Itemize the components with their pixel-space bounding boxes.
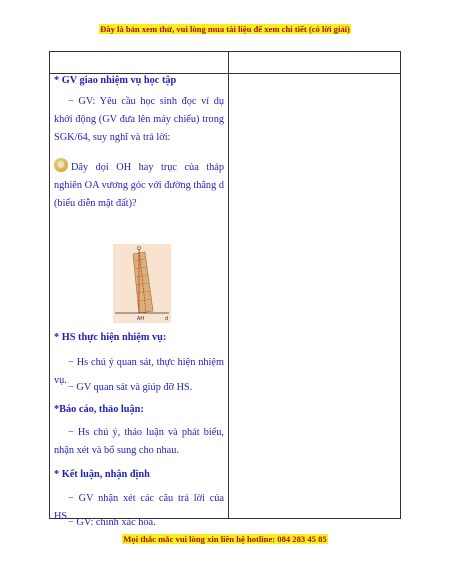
section-title-students: * HS thực hiện nhiệm vụ: xyxy=(54,332,167,343)
table-column-divider xyxy=(228,52,229,518)
question-text: Dây dọi OH hay trục của tháp nghiên OA vương góc với đường thẳng d (biểu diễn mặt đất)? xyxy=(54,162,224,209)
paragraph-task-instruction: − GV: Yêu cầu học sinh đọc ví dụ khởi động (GV đưa lên máy chiếu) trong SGK/64, suy nghĩ và trả lời: xyxy=(54,96,224,143)
section-title-conclusion: * Kết luận, nhận định xyxy=(54,469,150,480)
table-header-divider xyxy=(50,73,400,74)
label-ah: AH xyxy=(137,316,145,322)
paragraph-report: − Hs chú ý, thảo luận và phát biểu, nhận xét và bổ sung cho nhau. xyxy=(54,427,224,456)
label-d: d xyxy=(165,316,169,322)
preview-banner-text: Đây là bản xem thử, vui lòng mua tài liệu để xem chi tiết (có lời giải) xyxy=(100,24,350,34)
thinking-icon xyxy=(54,158,68,172)
paragraph-teacher-finalize: − GV: chính xác hóa. xyxy=(68,517,156,528)
preview-banner xyxy=(0,24,450,34)
hotline-banner-text: Mọi thắc mắc vui lòng xin liên hệ hotline: 084 283 45 85 xyxy=(123,534,327,544)
hotline-banner xyxy=(0,534,450,544)
leaning-tower-figure xyxy=(113,244,171,323)
paragraph-teacher-review: − GV nhận xét các câu trả lời của HS. xyxy=(54,493,224,522)
section-title-report: *Báo cáo, thảo luận: xyxy=(54,404,144,415)
paragraph-teacher-observe: − GV quan sát và giúp đỡ HS. xyxy=(68,382,193,393)
section-title-task: * GV giao nhiệm vụ học tập xyxy=(54,75,177,86)
paragraph-students-work: − Hs chú ý quan sát, thực hiện nhiệm vụ. xyxy=(54,357,224,386)
leaning-tower-svg xyxy=(113,244,171,323)
label-o: O xyxy=(137,246,141,252)
question-paragraph xyxy=(54,158,224,213)
lesson-table xyxy=(49,51,401,528)
